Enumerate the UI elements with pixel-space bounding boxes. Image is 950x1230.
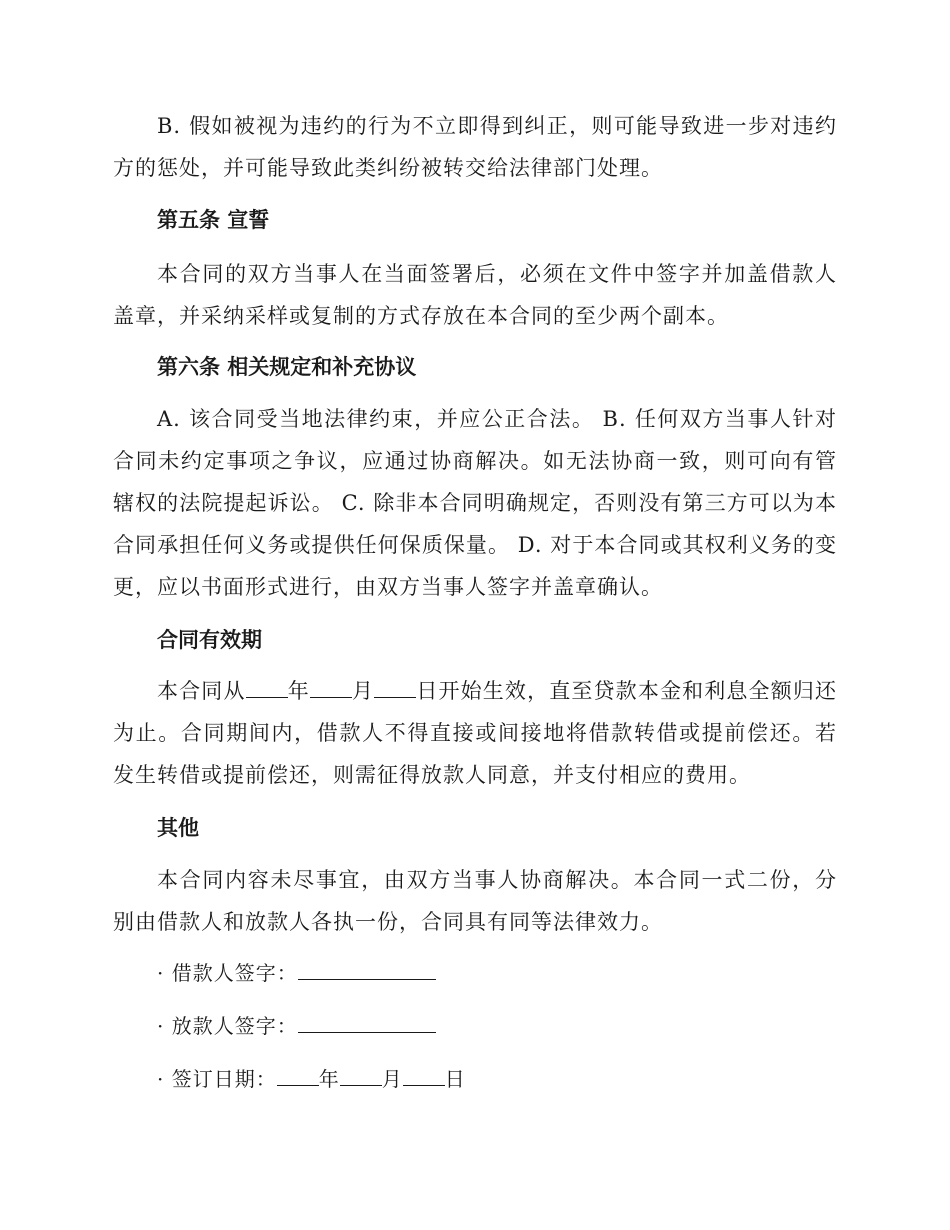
validity-title: 合同有效期 (157, 628, 262, 652)
month-blank (310, 677, 352, 698)
validity-text-after-day: 日开始生效，直至贷款本金和利息全额归还为止。合同期间内，借款人不得直接或间接地将借款转借或提前偿还。若发生转借或提前偿还，则需征得放款人同意，并支付相应的费用。 (113, 679, 838, 787)
validity-text-start: 本合同从 (157, 679, 246, 703)
clause6-body: A. 该合同受当地法律约束，并应公正合法。 B. 任何双方当事人针对合同未约定事项之争议，应通过协商解决。如无法协商一致，则可向有管辖权的法院提起诉讼。 C. 除非本合同明确规定，否则没有第三方可以为本合同承担任何义务或提供任何保质保量。 D. 对于本合同或其权利义务的变更，应以书面形式进行，由双方当事人签字并盖章确认。 (113, 407, 837, 599)
other-body: 本合同内容未尽事宜，由双方当事人协商解决。本合同一式二份，分别由借款人和放款人各执一份，合同具有同等法律效力。 (113, 868, 837, 934)
clause4-item-b: B. 假如被视为违约的行为不立即得到纠正，则可能导致进一步对违约方的惩处，并可能导致此类纠纷被转交给法律部门处理。 (113, 114, 837, 180)
other-title: 其他 (157, 816, 199, 840)
sign-date-label: · 签订日期： (157, 1067, 277, 1091)
lender-signature-line (157, 1011, 436, 1041)
day-blank (374, 677, 416, 698)
clause5-title: 第五条 宣誓 (157, 208, 270, 232)
sign-month-label: 月 (381, 1067, 403, 1091)
clause6-title: 第六条 相关规定和补充协议 (157, 355, 417, 379)
borrower-signature-line (157, 958, 436, 988)
validity-year-label: 年 (287, 679, 310, 703)
lender-signature-blank (298, 1012, 436, 1033)
borrower-signature-blank (298, 959, 436, 980)
sign-year-blank (277, 1065, 319, 1086)
sign-day-blank (403, 1065, 445, 1086)
validity-month-label: 月 (351, 679, 375, 703)
sign-day-label: 日 (444, 1067, 466, 1091)
validity-body (113, 670, 837, 796)
sign-year-label: 年 (318, 1067, 340, 1091)
sign-date-line (157, 1064, 466, 1094)
lender-signature-label: · 放款人签字： (157, 1014, 298, 1038)
clause5-body: 本合同的双方当事人在当面签署后，必须在文件中签字并加盖借款人盖章，并采纳采样或复制的方式存放在本合同的至少两个副本。 (113, 262, 837, 328)
year-blank (246, 677, 288, 698)
borrower-signature-label: · 借款人签字： (157, 961, 298, 985)
sign-month-blank (340, 1065, 382, 1086)
